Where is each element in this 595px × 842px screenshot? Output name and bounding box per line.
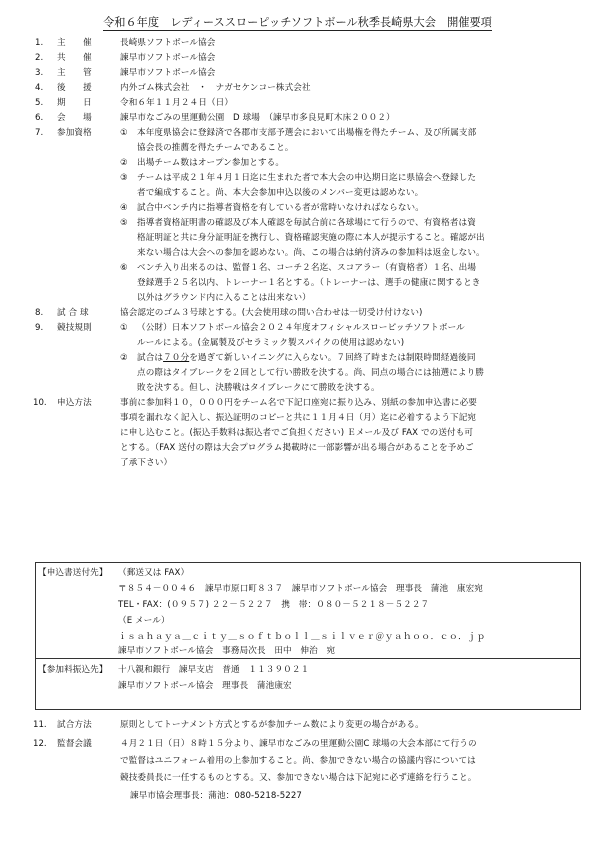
meeting-contact: 諫早市協会理事長：蒲池：080-5218-5227 [130,791,302,801]
point-text: チームは平成２１年４月１日迄に生まれた者で本大会の申込期日迄に県協会へ登録した [137,173,477,183]
meeting-text: 競技委員長に一任するものとする。又、参加できない場合は下記宛に必ず連絡を行うこと。 [120,773,477,783]
point-marker: ④ [120,203,128,213]
page-title [0,14,595,30]
time-limit-underlined: ７０分 [163,353,190,363]
item-label: 共 催 [57,53,92,63]
account-holder: 諫早市ソフトボール協会 理事長 蒲池康宏 [118,681,292,691]
item-number: 3. [35,68,44,78]
item-label: 試 合 球 [57,308,89,318]
point-text: 来ない場合は大会への参加を認めない。尚、この場合は納付済みの参加料は返金しない。 [137,248,485,258]
point-marker: ⑤ [120,218,128,228]
application-text: 事項を漏れなく記入し、振込証明のコピーと共に１１月４日（月）迄に必着するよう下記宛 [120,413,477,423]
item-value: 諫早市なごみの里運動公園 D 球場 （諫早市多良見町木床２００２） [120,113,395,123]
item-number: 2. [35,53,44,63]
item-label: 競技規則 [57,323,92,333]
fee-transfer-label: 【参加料振込先】 [38,665,108,675]
item-label: 主 催 [57,38,92,48]
point-text: 以外はグラウンド内に入ることは出来ない） [137,293,311,303]
point-text: 指導者資格証明書の確認及び本人確認を毎試合前に各球場にて行うので、有資格者は資 [137,218,476,228]
item-number: 5. [35,98,44,108]
item-number: 11. [33,720,47,730]
point-text: 格証明証と共に身分証明証を携行し、資格確認実施の際に本人が提示すること。確認が出 [137,233,485,243]
meeting-text: で監督はユニフォーム着用の上参加すること。尚、参加できない場合の協議内容については [120,756,476,766]
application-text: 事前に参加料１０，０００円をチーム名で下記口座宛に振り込み、別紙の参加申込書に必要 [120,398,477,408]
point-text: 登録選手２５名以内、トレーナー１名とする。（トレーナーは、選手の健康に関するとき [137,278,481,288]
point-text: 敗を決する。但し、決勝戦はタイブレークにて勝敗を決する。 [137,383,380,393]
send-to-label: 【申込書送付先】 [38,568,108,578]
point-text: ベンチ入り出来るのは、監督１名、コーチ２名迄、スコアラー（有資格者）１名、出場 [137,263,477,273]
point-text-line [137,352,476,365]
email-address: ｉｓａｈａｙａ＿ｃｉｔｙ＿ｓｏｆｔｂｏｌｌ＿ｓｉｌｖｅｒ＠ｙａｈｏｏ．ｃｏ．ｊｐ [118,632,486,642]
meeting-text: ４月２１日（日）８時１５分より、諫早市なごみの里運動公園C 球場の大会本部にて行うの [120,739,477,749]
point-text: 協会長の推薦を得たチームであること。 [137,143,294,153]
email-contact: 諫早市ソフトボール協会 事務局次長 田中 伸治 宛 [118,646,336,656]
application-text: 了承下さい） [120,458,173,468]
item-value: 原則としてトーナメント方式とするが参加チーム数により変更の場合がある。 [120,720,424,730]
item-value: 長崎県ソフトボール協会 [120,38,216,48]
item-value: 令和６年１１月２４日（日） [120,98,234,108]
point-text: 点の際はタイブレークを２回として行い勝敗を決する。尚、同点の場合には抽選により勝 [137,368,484,378]
item-number: 8. [35,308,44,318]
item-label: 参加資格 [57,128,92,138]
item-value: 協会認定のゴム３号球とする。(大会使用球の問い合わせは一切受け付けない) [120,308,423,318]
item-label: 後 援 [57,83,92,93]
point-text-pre: 試合は [137,353,164,363]
point-marker: ① [120,128,128,138]
phone-fax: TEL・FAX：(０９５７) ２２－５２２７ 携 帯：０８０－５２１８－５２２７ [118,600,430,610]
point-text-post: を過ぎて新しいイニングに入らない。７回終了時または制限時間経過後同 [189,353,476,363]
item-value: 諫早市ソフトボール協会 [120,53,216,63]
item-value: 諫早市ソフトボール協会 [120,68,216,78]
box-divider [35,658,581,659]
item-label: 会 場 [57,113,92,123]
point-marker: ② [120,353,128,363]
item-number: 7. [35,128,44,138]
item-number: 6. [35,113,44,123]
email-label: （E メール） [118,616,170,626]
point-marker: ① [120,323,128,333]
item-number: 10. [33,398,47,408]
application-text: に申し込むこと。(振込手数料は振込者でご負担ください) Ｅメール及び FAX での送付も可 [120,428,474,438]
point-text: （公財）日本ソフトボール協会２０２４年度オフィシャルスローピッチソフトボール [137,323,465,333]
item-value: 内外ゴム株式会社 ・ ナガセケンコー株式会社 [120,83,311,93]
page-title-text: 令和６年度 レディーススローピッチソフトボール秋季長崎県大会 開催要項 [103,16,492,29]
item-number: 1. [35,38,44,48]
point-marker: ⑥ [120,263,128,273]
point-text: 者で編成すること。尚、本大会参加申込以後のメンバー変更は認めない。 [137,188,424,198]
item-label: 試合方法 [57,720,92,730]
send-method: （郵送又は FAX） [118,568,190,578]
bank-account: 十八親和銀行 諫早支店 普通 １１３９０２１ [118,665,310,675]
point-marker: ③ [120,173,128,183]
postal-address: 〒８５４－００４６ 諫早市原口町８３７ 諫早市ソフトボール協会 理事長 蒲池 康宏宛 [118,584,483,594]
item-number: 4. [35,83,44,93]
point-text: ルールによる。(金属製及びセラミック製スパイクの使用は認めない) [137,338,405,348]
item-number: 9. [35,323,44,333]
item-label: 期 日 [57,98,92,108]
point-marker: ② [120,158,128,168]
item-label: 主 管 [57,68,92,78]
item-number: 12. [33,739,47,749]
application-text: とする。（FAX 送付の際は大会プログラム掲載時に一部影響が出る場合があることを予めご [120,443,474,453]
item-label: 監督会議 [57,739,92,749]
point-text: 本年度県協会に登録済で各郡市支部予選会において出場権を得たチーム、及び所属支部 [137,128,477,138]
point-text: 出場チーム数はオープン参加とする。 [137,158,285,168]
point-text: 試合中ベンチ内に指導者資格を有している者が常時いなければならない。 [137,203,424,213]
item-label: 申込方法 [57,398,92,408]
